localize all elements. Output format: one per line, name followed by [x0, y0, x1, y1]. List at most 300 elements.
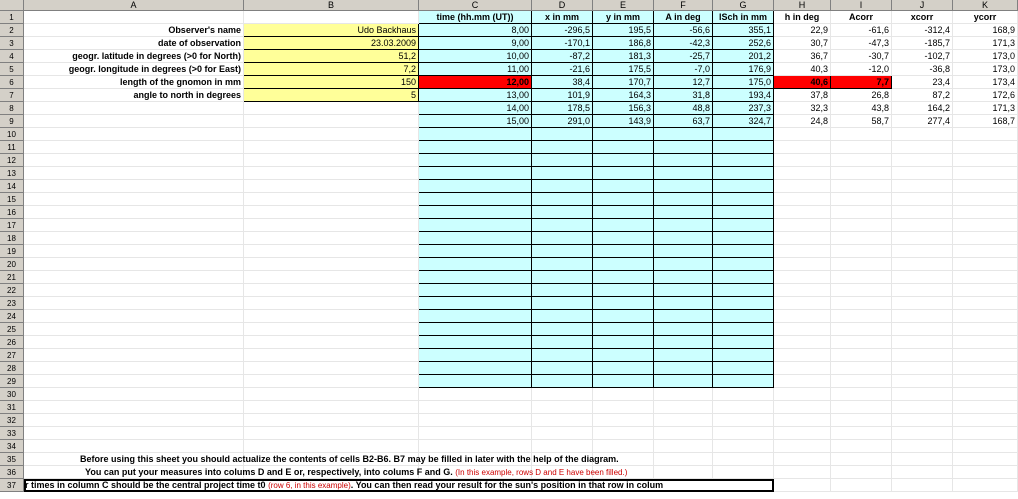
cell-h17[interactable] — [774, 219, 831, 232]
column-header-e[interactable]: E — [593, 0, 654, 11]
cell-b8[interactable] — [244, 102, 419, 115]
cell-k26[interactable] — [953, 336, 1018, 349]
row-header-10[interactable]: 10 — [0, 128, 24, 141]
cell-i26[interactable] — [831, 336, 892, 349]
cell-c10[interactable] — [419, 128, 532, 141]
cell-a5[interactable]: geogr. longitude in degrees (>0 for East) — [24, 63, 244, 76]
cell-g2[interactable]: 355,1 — [713, 24, 774, 37]
row-header-1[interactable]: 1 — [0, 11, 24, 24]
cell-c31[interactable] — [419, 401, 532, 414]
row-header-11[interactable]: 11 — [0, 141, 24, 154]
cell-i18[interactable] — [831, 232, 892, 245]
cell-g14[interactable] — [713, 180, 774, 193]
cell-c26[interactable] — [419, 336, 532, 349]
cell-f20[interactable] — [654, 258, 713, 271]
cell-h14[interactable] — [774, 180, 831, 193]
column-header-f[interactable]: F — [654, 0, 713, 11]
cell-a6[interactable]: length of the gnomon in mm — [24, 76, 244, 89]
cell-a14[interactable] — [24, 180, 244, 193]
cell-h32[interactable] — [774, 414, 831, 427]
cell-h35[interactable] — [774, 453, 831, 466]
cell-g26[interactable] — [713, 336, 774, 349]
cell-k29[interactable] — [953, 375, 1018, 388]
cell-d34[interactable] — [532, 440, 593, 453]
cell-j17[interactable] — [892, 219, 953, 232]
cell-i24[interactable] — [831, 310, 892, 323]
cell-h11[interactable] — [774, 141, 831, 154]
cell-a23[interactable] — [24, 297, 244, 310]
cell-f17[interactable] — [654, 219, 713, 232]
cell-j10[interactable] — [892, 128, 953, 141]
cell-j12[interactable] — [892, 154, 953, 167]
cell-i4[interactable]: -30,7 — [831, 50, 892, 63]
cell-c15[interactable] — [419, 193, 532, 206]
row-header-28[interactable]: 28 — [0, 362, 24, 375]
cell-a25[interactable] — [24, 323, 244, 336]
cell-c33[interactable] — [419, 427, 532, 440]
cell-a29[interactable] — [24, 375, 244, 388]
cell-h10[interactable] — [774, 128, 831, 141]
column-header-h[interactable]: H — [774, 0, 831, 11]
cell-g20[interactable] — [713, 258, 774, 271]
cell-b25[interactable] — [244, 323, 419, 336]
cell-i30[interactable] — [831, 388, 892, 401]
row-header-17[interactable]: 17 — [0, 219, 24, 232]
cell-c21[interactable] — [419, 271, 532, 284]
cell-g3[interactable]: 252,6 — [713, 37, 774, 50]
cell-k9[interactable]: 168,7 — [953, 115, 1018, 128]
cell-b19[interactable] — [244, 245, 419, 258]
cell-f19[interactable] — [654, 245, 713, 258]
cell-k28[interactable] — [953, 362, 1018, 375]
row-header-26[interactable]: 26 — [0, 336, 24, 349]
row-header-4[interactable]: 4 — [0, 50, 24, 63]
cell-g36[interactable] — [713, 466, 774, 479]
cell-a34[interactable] — [24, 440, 244, 453]
cell-c2[interactable]: 8,00 — [419, 24, 532, 37]
cell-f29[interactable] — [654, 375, 713, 388]
cell-k2[interactable]: 168,9 — [953, 24, 1018, 37]
cell-j22[interactable] — [892, 284, 953, 297]
cell-d24[interactable] — [532, 310, 593, 323]
cell-a1[interactable] — [24, 11, 244, 24]
cell-k12[interactable] — [953, 154, 1018, 167]
cell-b7[interactable]: 5 — [244, 89, 419, 102]
cell-k13[interactable] — [953, 167, 1018, 180]
cell-e11[interactable] — [593, 141, 654, 154]
cell-k8[interactable]: 171,3 — [953, 102, 1018, 115]
cell-k15[interactable] — [953, 193, 1018, 206]
cell-h30[interactable] — [774, 388, 831, 401]
cell-k19[interactable] — [953, 245, 1018, 258]
cell-a15[interactable] — [24, 193, 244, 206]
cell-j35[interactable] — [892, 453, 953, 466]
cell-d3[interactable]: -170,1 — [532, 37, 593, 50]
row-header-14[interactable]: 14 — [0, 180, 24, 193]
cell-g30[interactable] — [713, 388, 774, 401]
row-header-27[interactable]: 27 — [0, 349, 24, 362]
cell-c27[interactable] — [419, 349, 532, 362]
cell-f1[interactable]: A in deg — [654, 11, 713, 24]
cell-j13[interactable] — [892, 167, 953, 180]
cell-g24[interactable] — [713, 310, 774, 323]
cell-g31[interactable] — [713, 401, 774, 414]
cell-i14[interactable] — [831, 180, 892, 193]
column-header-g[interactable]: G — [713, 0, 774, 11]
cell-d5[interactable]: -21,6 — [532, 63, 593, 76]
cell-d16[interactable] — [532, 206, 593, 219]
cell-e30[interactable] — [593, 388, 654, 401]
cell-j8[interactable]: 164,2 — [892, 102, 953, 115]
cell-j31[interactable] — [892, 401, 953, 414]
cell-b17[interactable] — [244, 219, 419, 232]
column-header-k[interactable]: K — [953, 0, 1018, 11]
cell-j26[interactable] — [892, 336, 953, 349]
cell-d30[interactable] — [532, 388, 593, 401]
cell-j24[interactable] — [892, 310, 953, 323]
cell-b13[interactable] — [244, 167, 419, 180]
cell-i5[interactable]: -12,0 — [831, 63, 892, 76]
cell-d1[interactable]: x in mm — [532, 11, 593, 24]
cell-c30[interactable] — [419, 388, 532, 401]
cell-e27[interactable] — [593, 349, 654, 362]
cell-a21[interactable] — [24, 271, 244, 284]
cell-h25[interactable] — [774, 323, 831, 336]
cell-b9[interactable] — [244, 115, 419, 128]
column-header-i[interactable]: I — [831, 0, 892, 11]
cell-g28[interactable] — [713, 362, 774, 375]
cell-e6[interactable]: 170,7 — [593, 76, 654, 89]
cell-d31[interactable] — [532, 401, 593, 414]
cell-c24[interactable] — [419, 310, 532, 323]
cell-d23[interactable] — [532, 297, 593, 310]
cell-h21[interactable] — [774, 271, 831, 284]
cell-a11[interactable] — [24, 141, 244, 154]
cell-e15[interactable] — [593, 193, 654, 206]
row-header-22[interactable]: 22 — [0, 284, 24, 297]
cell-e14[interactable] — [593, 180, 654, 193]
cell-e21[interactable] — [593, 271, 654, 284]
row-header-20[interactable]: 20 — [0, 258, 24, 271]
cell-a8[interactable] — [24, 102, 244, 115]
cell-h20[interactable] — [774, 258, 831, 271]
cell-b5[interactable]: 7,2 — [244, 63, 419, 76]
cell-g6[interactable]: 175,0 — [713, 76, 774, 89]
cell-d14[interactable] — [532, 180, 593, 193]
cell-c34[interactable] — [419, 440, 532, 453]
cell-e28[interactable] — [593, 362, 654, 375]
cell-c22[interactable] — [419, 284, 532, 297]
cell-i20[interactable] — [831, 258, 892, 271]
row-header-13[interactable]: 13 — [0, 167, 24, 180]
column-header-c[interactable]: C — [419, 0, 532, 11]
cell-k11[interactable] — [953, 141, 1018, 154]
cell-i1[interactable]: Acorr — [831, 11, 892, 24]
cell-a3[interactable]: date of observation — [24, 37, 244, 50]
column-header-d[interactable]: D — [532, 0, 593, 11]
column-header-b[interactable]: B — [244, 0, 419, 11]
cell-e23[interactable] — [593, 297, 654, 310]
row-header-35[interactable]: 35 — [0, 453, 24, 466]
cell-d2[interactable]: -296,5 — [532, 24, 593, 37]
cell-h26[interactable] — [774, 336, 831, 349]
cell-j36[interactable] — [892, 466, 953, 479]
cell-f35[interactable] — [654, 453, 713, 466]
cell-a4[interactable]: geogr. latitude in degrees (>0 for North) — [24, 50, 244, 63]
cell-j20[interactable] — [892, 258, 953, 271]
cell-b18[interactable] — [244, 232, 419, 245]
cell-h31[interactable] — [774, 401, 831, 414]
cell-g8[interactable]: 237,3 — [713, 102, 774, 115]
cell-d33[interactable] — [532, 427, 593, 440]
cell-e26[interactable] — [593, 336, 654, 349]
cell-f24[interactable] — [654, 310, 713, 323]
cell-f27[interactable] — [654, 349, 713, 362]
cell-j2[interactable]: -312,4 — [892, 24, 953, 37]
row-header-32[interactable]: 32 — [0, 414, 24, 427]
cell-d15[interactable] — [532, 193, 593, 206]
cell-f33[interactable] — [654, 427, 713, 440]
cell-b10[interactable] — [244, 128, 419, 141]
cell-k32[interactable] — [953, 414, 1018, 427]
cell-i9[interactable]: 58,7 — [831, 115, 892, 128]
cell-b11[interactable] — [244, 141, 419, 154]
cell-b34[interactable] — [244, 440, 419, 453]
cell-g21[interactable] — [713, 271, 774, 284]
cell-d7[interactable]: 101,9 — [532, 89, 593, 102]
cell-f9[interactable]: 63,7 — [654, 115, 713, 128]
cell-e7[interactable]: 164,3 — [593, 89, 654, 102]
cell-i3[interactable]: -47,3 — [831, 37, 892, 50]
cell-j11[interactable] — [892, 141, 953, 154]
row-header-15[interactable]: 15 — [0, 193, 24, 206]
cell-e22[interactable] — [593, 284, 654, 297]
cell-b26[interactable] — [244, 336, 419, 349]
cell-k7[interactable]: 172,6 — [953, 89, 1018, 102]
cell-a27[interactable] — [24, 349, 244, 362]
cell-i19[interactable] — [831, 245, 892, 258]
cell-i21[interactable] — [831, 271, 892, 284]
cell-c7[interactable]: 13,00 — [419, 89, 532, 102]
cell-k27[interactable] — [953, 349, 1018, 362]
cell-b14[interactable] — [244, 180, 419, 193]
cell-e2[interactable]: 195,5 — [593, 24, 654, 37]
cell-d10[interactable] — [532, 128, 593, 141]
cell-j3[interactable]: -185,7 — [892, 37, 953, 50]
cell-f8[interactable]: 48,8 — [654, 102, 713, 115]
cell-a7[interactable]: angle to north in degrees — [24, 89, 244, 102]
cell-d4[interactable]: -87,2 — [532, 50, 593, 63]
cell-i7[interactable]: 26,8 — [831, 89, 892, 102]
cell-k24[interactable] — [953, 310, 1018, 323]
cell-i17[interactable] — [831, 219, 892, 232]
cell-j34[interactable] — [892, 440, 953, 453]
cell-h15[interactable] — [774, 193, 831, 206]
cell-i25[interactable] — [831, 323, 892, 336]
cell-b28[interactable] — [244, 362, 419, 375]
cell-k31[interactable] — [953, 401, 1018, 414]
cell-i22[interactable] — [831, 284, 892, 297]
cell-k25[interactable] — [953, 323, 1018, 336]
cell-b32[interactable] — [244, 414, 419, 427]
cell-h4[interactable]: 36,7 — [774, 50, 831, 63]
row-header-16[interactable]: 16 — [0, 206, 24, 219]
cell-f13[interactable] — [654, 167, 713, 180]
cell-c1[interactable]: time (hh.mm (UT)) — [419, 11, 532, 24]
cell-f16[interactable] — [654, 206, 713, 219]
cell-a26[interactable] — [24, 336, 244, 349]
cell-f32[interactable] — [654, 414, 713, 427]
cell-d32[interactable] — [532, 414, 593, 427]
cell-j6[interactable]: 23,4 — [892, 76, 953, 89]
cell-g1[interactable]: lSch in mm — [713, 11, 774, 24]
cell-g9[interactable]: 324,7 — [713, 115, 774, 128]
cell-a9[interactable] — [24, 115, 244, 128]
cell-i27[interactable] — [831, 349, 892, 362]
cell-e19[interactable] — [593, 245, 654, 258]
cell-b15[interactable] — [244, 193, 419, 206]
cell-d22[interactable] — [532, 284, 593, 297]
cell-j16[interactable] — [892, 206, 953, 219]
cell-i16[interactable] — [831, 206, 892, 219]
cell-c28[interactable] — [419, 362, 532, 375]
cell-j4[interactable]: -102,7 — [892, 50, 953, 63]
cell-g18[interactable] — [713, 232, 774, 245]
cell-g11[interactable] — [713, 141, 774, 154]
cell-k37[interactable] — [953, 479, 1018, 492]
cell-j7[interactable]: 87,2 — [892, 89, 953, 102]
cell-k17[interactable] — [953, 219, 1018, 232]
cell-e5[interactable]: 175,5 — [593, 63, 654, 76]
cell-i37[interactable] — [831, 479, 892, 492]
cell-h16[interactable] — [774, 206, 831, 219]
cell-h19[interactable] — [774, 245, 831, 258]
row-header-7[interactable]: 7 — [0, 89, 24, 102]
cell-h29[interactable] — [774, 375, 831, 388]
cell-k16[interactable] — [953, 206, 1018, 219]
cell-e18[interactable] — [593, 232, 654, 245]
cell-f36[interactable] — [654, 466, 713, 479]
cell-g10[interactable] — [713, 128, 774, 141]
cell-f31[interactable] — [654, 401, 713, 414]
cell-a19[interactable] — [24, 245, 244, 258]
cell-a12[interactable] — [24, 154, 244, 167]
cell-g27[interactable] — [713, 349, 774, 362]
cell-j5[interactable]: -36,8 — [892, 63, 953, 76]
cell-j28[interactable] — [892, 362, 953, 375]
row-header-36[interactable]: 36 — [0, 466, 24, 479]
cell-h5[interactable]: 40,3 — [774, 63, 831, 76]
cell-d8[interactable]: 178,5 — [532, 102, 593, 115]
cell-b30[interactable] — [244, 388, 419, 401]
cell-k35[interactable] — [953, 453, 1018, 466]
row-header-9[interactable]: 9 — [0, 115, 24, 128]
cell-e25[interactable] — [593, 323, 654, 336]
cell-h22[interactable] — [774, 284, 831, 297]
cell-i32[interactable] — [831, 414, 892, 427]
row-header-2[interactable]: 2 — [0, 24, 24, 37]
cell-j32[interactable] — [892, 414, 953, 427]
cell-k10[interactable] — [953, 128, 1018, 141]
row-header-21[interactable]: 21 — [0, 271, 24, 284]
cell-k36[interactable] — [953, 466, 1018, 479]
cell-g12[interactable] — [713, 154, 774, 167]
cell-i12[interactable] — [831, 154, 892, 167]
cell-k4[interactable]: 173,0 — [953, 50, 1018, 63]
cell-g23[interactable] — [713, 297, 774, 310]
cell-j14[interactable] — [892, 180, 953, 193]
cell-d26[interactable] — [532, 336, 593, 349]
cell-i34[interactable] — [831, 440, 892, 453]
cell-i6[interactable]: 7,7 — [831, 76, 892, 89]
cell-j33[interactable] — [892, 427, 953, 440]
cell-c23[interactable] — [419, 297, 532, 310]
cell-f15[interactable] — [654, 193, 713, 206]
cell-c11[interactable] — [419, 141, 532, 154]
cell-i2[interactable]: -61,6 — [831, 24, 892, 37]
cell-f26[interactable] — [654, 336, 713, 349]
cell-d21[interactable] — [532, 271, 593, 284]
cell-h34[interactable] — [774, 440, 831, 453]
cell-d27[interactable] — [532, 349, 593, 362]
row-header-3[interactable]: 3 — [0, 37, 24, 50]
cell-a22[interactable] — [24, 284, 244, 297]
cell-e32[interactable] — [593, 414, 654, 427]
cell-b4[interactable]: 51,2 — [244, 50, 419, 63]
cell-k30[interactable] — [953, 388, 1018, 401]
row-header-37[interactable]: 37 — [0, 479, 24, 492]
row-header-29[interactable]: 29 — [0, 375, 24, 388]
cell-h6[interactable]: 40,6 — [774, 76, 831, 89]
cell-f2[interactable]: -56,6 — [654, 24, 713, 37]
cell-b22[interactable] — [244, 284, 419, 297]
cell-e1[interactable]: y in mm — [593, 11, 654, 24]
cell-c25[interactable] — [419, 323, 532, 336]
cell-h33[interactable] — [774, 427, 831, 440]
cell-b31[interactable] — [244, 401, 419, 414]
cell-j1[interactable]: xcorr — [892, 11, 953, 24]
cell-i33[interactable] — [831, 427, 892, 440]
cell-f6[interactable]: 12,7 — [654, 76, 713, 89]
cell-b29[interactable] — [244, 375, 419, 388]
row-header-23[interactable]: 23 — [0, 297, 24, 310]
cell-f25[interactable] — [654, 323, 713, 336]
cell-c6[interactable]: 12,00 — [419, 76, 532, 89]
cell-k34[interactable] — [953, 440, 1018, 453]
cell-i35[interactable] — [831, 453, 892, 466]
cell-i8[interactable]: 43,8 — [831, 102, 892, 115]
cell-j23[interactable] — [892, 297, 953, 310]
row-header-8[interactable]: 8 — [0, 102, 24, 115]
cell-h24[interactable] — [774, 310, 831, 323]
cell-h2[interactable]: 22,9 — [774, 24, 831, 37]
cell-g7[interactable]: 193,4 — [713, 89, 774, 102]
row-header-34[interactable]: 34 — [0, 440, 24, 453]
cell-j27[interactable] — [892, 349, 953, 362]
cell-g33[interactable] — [713, 427, 774, 440]
cell-i15[interactable] — [831, 193, 892, 206]
cell-h8[interactable]: 32,3 — [774, 102, 831, 115]
cell-j21[interactable] — [892, 271, 953, 284]
cell-f23[interactable] — [654, 297, 713, 310]
cell-c16[interactable] — [419, 206, 532, 219]
cell-g19[interactable] — [713, 245, 774, 258]
cell-k14[interactable] — [953, 180, 1018, 193]
cell-h12[interactable] — [774, 154, 831, 167]
cell-g5[interactable]: 176,9 — [713, 63, 774, 76]
cell-d17[interactable] — [532, 219, 593, 232]
cell-a2[interactable]: Observer's name — [24, 24, 244, 37]
